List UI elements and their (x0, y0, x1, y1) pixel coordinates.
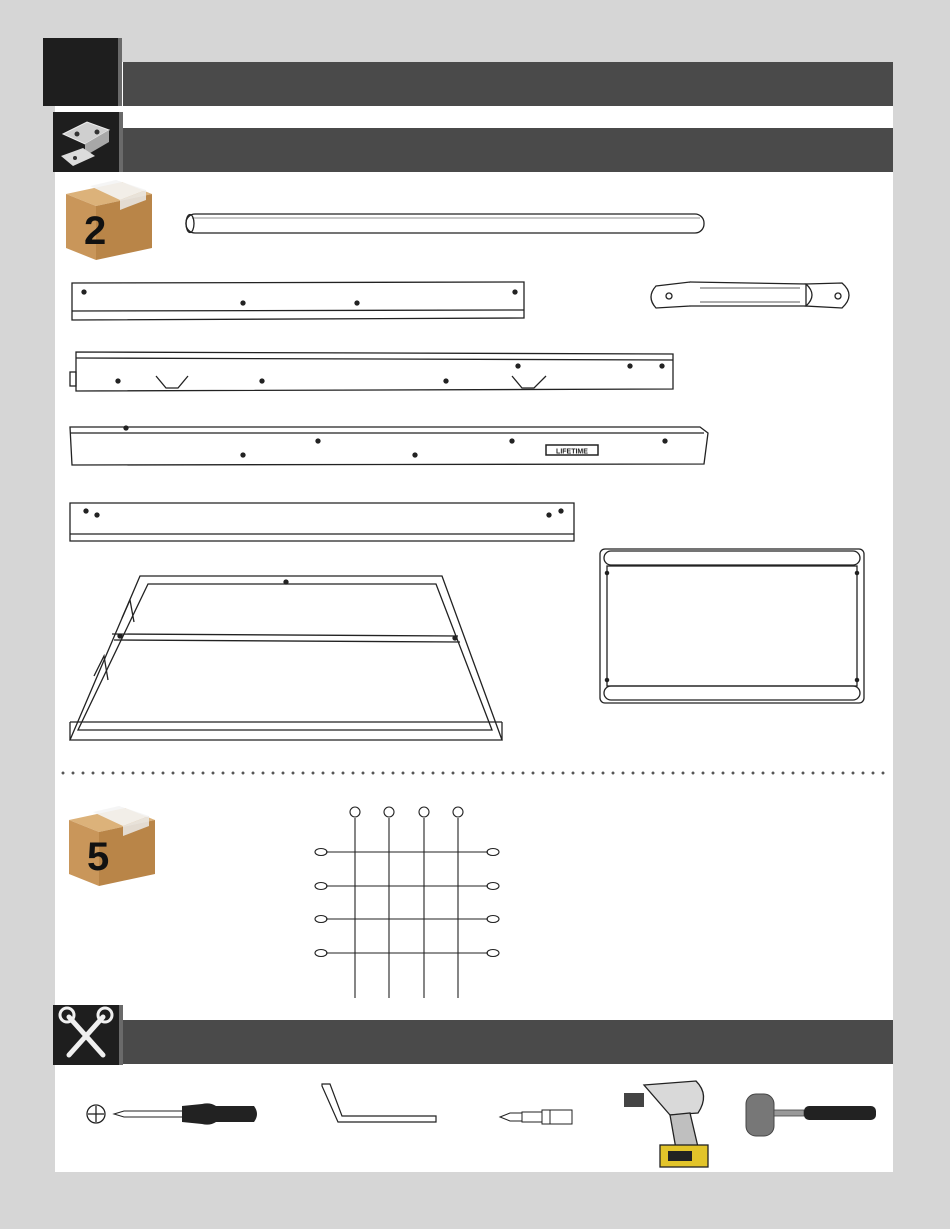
angle-rail-short (72, 282, 524, 320)
brand-badge-text: LIFETIME (556, 448, 588, 456)
rectangular-frame (600, 549, 864, 703)
notched-rail (70, 352, 673, 391)
rubber-mallet-icon (744, 1090, 879, 1145)
hex-key-icon (318, 1080, 443, 1135)
cordless-drill-icon (620, 1075, 715, 1175)
angle-rail-long (70, 503, 574, 541)
section-divider (58, 770, 888, 776)
shelf-frame (70, 576, 502, 740)
carton-5-number: 5 (87, 835, 110, 879)
wrench-icon (53, 1005, 123, 1065)
tools-section-bar (123, 1020, 893, 1064)
handle-strap (651, 282, 849, 308)
carton-2-number: 2 (84, 209, 107, 253)
phillips-bit-icon (498, 1105, 578, 1134)
round-tube (186, 214, 704, 233)
phillips-screwdriver-icon (84, 1096, 259, 1137)
branded-rail (70, 426, 708, 465)
cable-net (315, 807, 499, 998)
